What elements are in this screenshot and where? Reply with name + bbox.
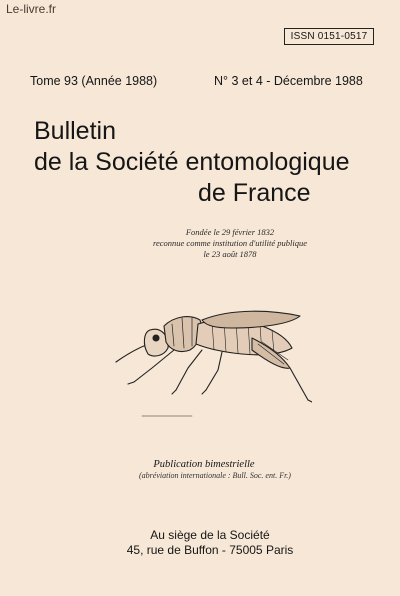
title-line-2: de la Société entomologique <box>34 148 350 176</box>
foundation-line-3: le 23 août 1878 <box>203 249 257 259</box>
publication-frequency: Publication bimestrielle <box>153 459 255 470</box>
title-line-1: Bulletin <box>34 117 116 145</box>
title-line-3: de France <box>198 179 311 207</box>
foundation-note <box>0 227 400 260</box>
society-address <box>0 528 400 558</box>
watermark-text: Le-livre.fr <box>6 2 57 16</box>
address-line-1: Au siège de la Société <box>150 528 270 542</box>
issue-number-date: N° 3 et 4 - Décembre 1988 <box>214 74 363 88</box>
grasshopper-illustration <box>112 298 312 418</box>
publication-abbreviation: (abréviation internationale : Bull. Soc. ent. Fr.) <box>139 471 291 480</box>
foundation-line-1: Fondée le 29 février 1832 <box>185 227 275 237</box>
foundation-line-2: reconnue comme institution d'utilité publique <box>152 238 307 248</box>
address-line-2: 45, rue de Buffon - 75005 Paris <box>126 543 294 557</box>
tome-year: Tome 93 (Année 1988) <box>30 74 158 88</box>
issn-box: ISSN 0151-0517 <box>284 28 374 45</box>
publication-info <box>0 459 400 480</box>
